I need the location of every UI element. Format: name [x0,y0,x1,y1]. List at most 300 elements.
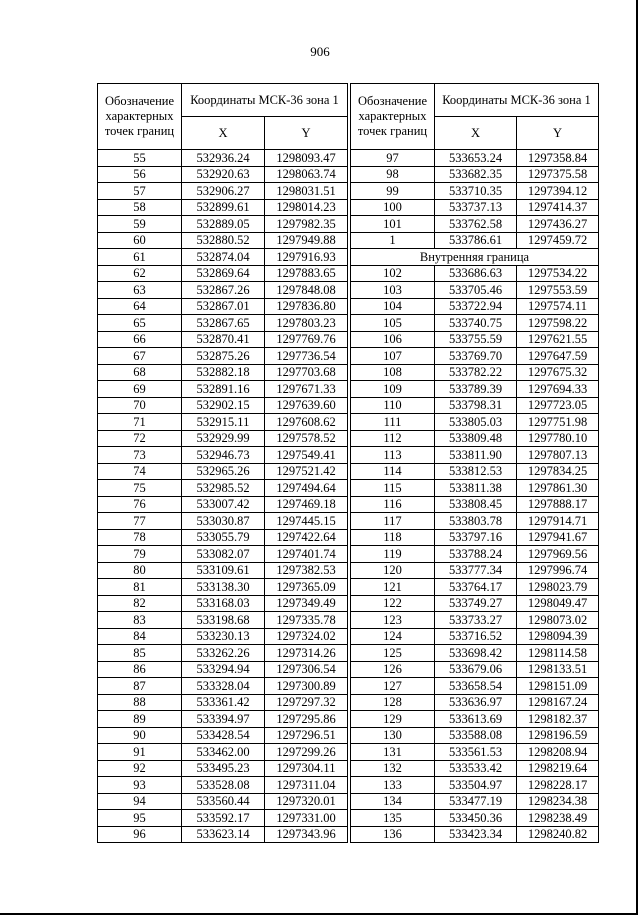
table-row [351,645,599,662]
x-coordinate: 533811.90 [435,447,517,464]
table-row [351,430,599,447]
table-row [98,265,348,282]
point-id: 126 [351,661,435,678]
point-id: 85 [98,645,182,662]
table-row [98,595,348,612]
x-coordinate: 533623.14 [182,826,265,843]
y-coordinate: 1297296.51 [265,727,348,744]
point-id: 136 [351,826,435,843]
y-coordinate: 1297703.68 [265,364,348,381]
table-row [98,678,348,695]
point-id: 55 [98,150,182,167]
x-coordinate: 533636.97 [435,694,517,711]
table-row [98,826,348,843]
point-id: 60 [98,232,182,249]
y-coordinate: 1297807.13 [517,447,599,464]
point-id: 94 [98,793,182,810]
table-row [351,727,599,744]
table-row [351,414,599,431]
x-coordinate: 533682.35 [435,166,517,183]
y-coordinate: 1297549.41 [265,447,348,464]
table-row [351,364,599,381]
table-row [351,810,599,827]
inner-boundary-label: Внутренняя граница [351,249,599,266]
y-coordinate: 1297335.78 [265,612,348,629]
header-coords: Координаты МСК-36 зона 1 [182,84,348,117]
y-coordinate: 1297297.32 [265,694,348,711]
y-coordinate: 1298093.47 [265,150,348,167]
x-coordinate: 533504.97 [435,777,517,794]
point-id: 72 [98,430,182,447]
point-id: 113 [351,447,435,464]
x-coordinate: 533737.13 [435,199,517,216]
x-coordinate: 533030.87 [182,513,265,530]
x-coordinate: 533423.34 [435,826,517,843]
y-coordinate: 1297306.54 [265,661,348,678]
point-id: 65 [98,315,182,332]
point-id: 82 [98,595,182,612]
x-coordinate: 533749.27 [435,595,517,612]
table-row [351,298,599,315]
table-row [98,612,348,629]
x-coordinate: 532867.01 [182,298,265,315]
table-row [98,513,348,530]
x-coordinate: 533294.94 [182,661,265,678]
point-id: 110 [351,397,435,414]
point-id: 134 [351,793,435,810]
y-coordinate: 1297608.62 [265,414,348,431]
table-row [98,777,348,794]
table-row [98,298,348,315]
table-row [351,826,599,843]
x-coordinate: 532869.64 [182,265,265,282]
x-coordinate: 533588.08 [435,727,517,744]
x-coordinate: 533477.19 [435,793,517,810]
point-id: 127 [351,678,435,695]
x-coordinate: 533722.94 [435,298,517,315]
header-designation: Обозначение характерных точек границ [98,84,182,150]
x-coordinate: 533716.52 [435,628,517,645]
table-row [351,150,599,167]
point-id: 111 [351,414,435,431]
table-row [351,315,599,332]
y-coordinate: 1297343.96 [265,826,348,843]
table-row [351,628,599,645]
x-coordinate: 533561.53 [435,744,517,761]
point-id: 98 [351,166,435,183]
x-coordinate: 532882.18 [182,364,265,381]
point-id: 76 [98,496,182,513]
table-row [351,678,599,695]
point-id: 131 [351,744,435,761]
point-id: 117 [351,513,435,530]
table-row [351,496,599,513]
table-row [351,166,599,183]
point-id: 61 [98,249,182,266]
y-coordinate: 1298094.39 [517,628,599,645]
table-row [351,447,599,464]
point-id: 57 [98,183,182,200]
point-id: 115 [351,480,435,497]
point-id: 88 [98,694,182,711]
table-row [98,249,348,266]
y-coordinate: 1297382.53 [265,562,348,579]
header-y: Y [517,117,599,150]
x-coordinate: 532867.26 [182,282,265,299]
x-coordinate: 533007.42 [182,496,265,513]
table-row [98,381,348,398]
y-coordinate: 1297834.25 [517,463,599,480]
point-id: 108 [351,364,435,381]
point-id: 77 [98,513,182,530]
y-coordinate: 1297861.30 [517,480,599,497]
y-coordinate: 1297914.71 [517,513,599,530]
table-row [98,694,348,711]
x-coordinate: 533769.70 [435,348,517,365]
x-coordinate: 532906.27 [182,183,265,200]
point-id: 92 [98,760,182,777]
x-coordinate: 533658.54 [435,678,517,695]
point-id: 56 [98,166,182,183]
point-id: 84 [98,628,182,645]
table-row [351,397,599,414]
table-row [98,496,348,513]
point-id: 67 [98,348,182,365]
y-coordinate: 1298073.02 [517,612,599,629]
x-coordinate: 533782.22 [435,364,517,381]
point-id: 101 [351,216,435,233]
table-row [351,612,599,629]
right-table-body-top [351,150,599,249]
point-id: 118 [351,529,435,546]
point-id: 124 [351,628,435,645]
point-id: 93 [98,777,182,794]
point-id: 104 [351,298,435,315]
table-row [351,513,599,530]
header-coords: Координаты МСК-36 зона 1 [435,84,599,117]
point-id: 58 [98,199,182,216]
point-id: 116 [351,496,435,513]
table-row [351,480,599,497]
table-row [351,232,599,249]
point-id: 121 [351,579,435,596]
x-coordinate: 533755.59 [435,331,517,348]
table-row [98,727,348,744]
point-id: 102 [351,265,435,282]
y-coordinate: 1298234.38 [517,793,599,810]
table-row [98,661,348,678]
point-id: 129 [351,711,435,728]
y-coordinate: 1297949.88 [265,232,348,249]
x-coordinate: 533686.63 [435,265,517,282]
x-coordinate: 532902.15 [182,397,265,414]
y-coordinate: 1297414.37 [517,199,599,216]
point-id: 130 [351,727,435,744]
point-id: 132 [351,760,435,777]
point-id: 120 [351,562,435,579]
x-coordinate: 533055.79 [182,529,265,546]
x-coordinate: 533361.42 [182,694,265,711]
point-id: 70 [98,397,182,414]
y-coordinate: 1297358.84 [517,150,599,167]
x-coordinate: 533450.36 [435,810,517,827]
table-row [351,793,599,810]
table-row [351,744,599,761]
table-row [98,232,348,249]
x-coordinate: 533533.42 [435,760,517,777]
point-id: 105 [351,315,435,332]
y-coordinate: 1298031.51 [265,183,348,200]
y-coordinate: 1298182.37 [517,711,599,728]
table-row [351,381,599,398]
y-coordinate: 1297836.80 [265,298,348,315]
point-id: 122 [351,595,435,612]
point-id: 83 [98,612,182,629]
x-coordinate: 533394.97 [182,711,265,728]
x-coordinate: 533788.24 [435,546,517,563]
x-coordinate: 532920.63 [182,166,265,183]
x-coordinate: 533138.30 [182,579,265,596]
x-coordinate: 532985.52 [182,480,265,497]
y-coordinate: 1297553.59 [517,282,599,299]
x-coordinate: 533328.04 [182,678,265,695]
table-row [351,529,599,546]
y-coordinate: 1298208.94 [517,744,599,761]
point-id: 86 [98,661,182,678]
table-row [98,199,348,216]
x-coordinate: 533613.69 [435,711,517,728]
point-id: 103 [351,282,435,299]
table-row [98,645,348,662]
y-coordinate: 1297534.22 [517,265,599,282]
x-coordinate: 532899.61 [182,199,265,216]
page-number: 906 [310,44,330,59]
x-coordinate: 532965.26 [182,463,265,480]
y-coordinate: 1297314.26 [265,645,348,662]
y-coordinate: 1297916.93 [265,249,348,266]
point-id: 123 [351,612,435,629]
y-coordinate: 1298167.24 [517,694,599,711]
table-row [351,661,599,678]
table-row [351,595,599,612]
y-coordinate: 1297888.17 [517,496,599,513]
y-coordinate: 1297375.58 [517,166,599,183]
table-row [351,216,599,233]
y-coordinate: 1297769.76 [265,331,348,348]
table-row [351,711,599,728]
point-id: 107 [351,348,435,365]
x-coordinate: 532874.04 [182,249,265,266]
y-coordinate: 1297394.12 [517,183,599,200]
header-designation: Обозначение характерных точек границ [351,84,435,150]
x-coordinate: 533653.24 [435,150,517,167]
x-coordinate: 533230.13 [182,628,265,645]
table-row [98,216,348,233]
table-row [98,480,348,497]
table-row [98,711,348,728]
y-coordinate: 1298151.09 [517,678,599,695]
y-coordinate: 1297521.42 [265,463,348,480]
point-id: 64 [98,298,182,315]
y-coordinate: 1297578.52 [265,430,348,447]
table-row [351,463,599,480]
y-coordinate: 1298049.47 [517,595,599,612]
table-row [98,760,348,777]
table-row [98,397,348,414]
y-coordinate: 1297365.09 [265,579,348,596]
coordinates-table-left [97,83,348,843]
header-y: Y [265,117,348,150]
table-row [98,628,348,645]
x-coordinate: 533698.42 [435,645,517,662]
table-row [98,546,348,563]
header-x: X [435,117,517,150]
y-coordinate: 1297574.11 [517,298,599,315]
y-coordinate: 1297401.74 [265,546,348,563]
point-id: 96 [98,826,182,843]
point-id: 71 [98,414,182,431]
point-id: 99 [351,183,435,200]
y-coordinate: 1297494.64 [265,480,348,497]
y-coordinate: 1298133.51 [517,661,599,678]
right-table-body-bottom [351,265,599,843]
y-coordinate: 1297300.89 [265,678,348,695]
x-coordinate: 532870.41 [182,331,265,348]
x-coordinate: 532936.24 [182,150,265,167]
y-coordinate: 1297299.26 [265,744,348,761]
x-coordinate: 532929.99 [182,430,265,447]
y-coordinate: 1297639.60 [265,397,348,414]
point-id: 133 [351,777,435,794]
x-coordinate: 532946.73 [182,447,265,464]
point-id: 95 [98,810,182,827]
x-coordinate: 533198.68 [182,612,265,629]
point-id: 78 [98,529,182,546]
y-coordinate: 1297311.04 [265,777,348,794]
y-coordinate: 1297694.33 [517,381,599,398]
table-row [98,793,348,810]
table-row [98,414,348,431]
table-row [351,546,599,563]
x-coordinate: 533462.00 [182,744,265,761]
x-coordinate: 533733.27 [435,612,517,629]
x-coordinate: 533168.03 [182,595,265,612]
table-row [98,282,348,299]
point-id: 66 [98,331,182,348]
x-coordinate: 533811.38 [435,480,517,497]
x-coordinate: 533762.58 [435,216,517,233]
y-coordinate: 1297803.23 [265,315,348,332]
table-row [351,183,599,200]
point-id: 69 [98,381,182,398]
table-row [351,777,599,794]
x-coordinate: 533495.23 [182,760,265,777]
x-coordinate: 533082.07 [182,546,265,563]
table-row [98,183,348,200]
x-coordinate: 532889.05 [182,216,265,233]
x-coordinate: 532915.11 [182,414,265,431]
y-coordinate: 1297996.74 [517,562,599,579]
x-coordinate: 533428.54 [182,727,265,744]
x-coordinate: 533797.16 [435,529,517,546]
y-coordinate: 1297320.01 [265,793,348,810]
y-coordinate: 1298228.17 [517,777,599,794]
table-row [351,348,599,365]
coordinates-table-right [350,83,599,843]
x-coordinate: 533705.46 [435,282,517,299]
y-coordinate: 1297295.86 [265,711,348,728]
point-id: 135 [351,810,435,827]
x-coordinate: 533528.08 [182,777,265,794]
y-coordinate: 1298014.23 [265,199,348,216]
x-coordinate: 533798.31 [435,397,517,414]
point-id: 73 [98,447,182,464]
point-id: 75 [98,480,182,497]
point-id: 97 [351,150,435,167]
table-row [98,166,348,183]
point-id: 1 [351,232,435,249]
point-id: 90 [98,727,182,744]
x-coordinate: 532875.26 [182,348,265,365]
point-id: 81 [98,579,182,596]
table-row [98,579,348,596]
x-coordinate: 533805.03 [435,414,517,431]
point-id: 63 [98,282,182,299]
point-id: 87 [98,678,182,695]
x-coordinate: 533789.39 [435,381,517,398]
x-coordinate: 533679.06 [435,661,517,678]
y-coordinate: 1297304.11 [265,760,348,777]
y-coordinate: 1297598.22 [517,315,599,332]
y-coordinate: 1297349.49 [265,595,348,612]
x-coordinate: 533777.34 [435,562,517,579]
y-coordinate: 1297723.05 [517,397,599,414]
y-coordinate: 1298219.64 [517,760,599,777]
x-coordinate: 532880.52 [182,232,265,249]
y-coordinate: 1297422.64 [265,529,348,546]
y-coordinate: 1297736.54 [265,348,348,365]
point-id: 74 [98,463,182,480]
x-coordinate: 532891.16 [182,381,265,398]
y-coordinate: 1297621.55 [517,331,599,348]
table-row [351,579,599,596]
point-id: 59 [98,216,182,233]
point-id: 128 [351,694,435,711]
table-row [351,331,599,348]
x-coordinate: 533764.17 [435,579,517,596]
y-coordinate: 1297331.00 [265,810,348,827]
table-row [351,760,599,777]
y-coordinate: 1298023.79 [517,579,599,596]
point-id: 109 [351,381,435,398]
y-coordinate: 1297941.67 [517,529,599,546]
x-coordinate: 533560.44 [182,793,265,810]
y-coordinate: 1297469.18 [265,496,348,513]
x-coordinate: 533808.45 [435,496,517,513]
table-row [98,430,348,447]
point-id: 112 [351,430,435,447]
point-id: 80 [98,562,182,579]
header-x: X [182,117,265,150]
y-coordinate: 1297436.27 [517,216,599,233]
table-row [98,364,348,381]
table-row [98,529,348,546]
point-id: 62 [98,265,182,282]
y-coordinate: 1298063.74 [265,166,348,183]
table-row [351,282,599,299]
y-coordinate: 1297324.02 [265,628,348,645]
y-coordinate: 1297459.72 [517,232,599,249]
